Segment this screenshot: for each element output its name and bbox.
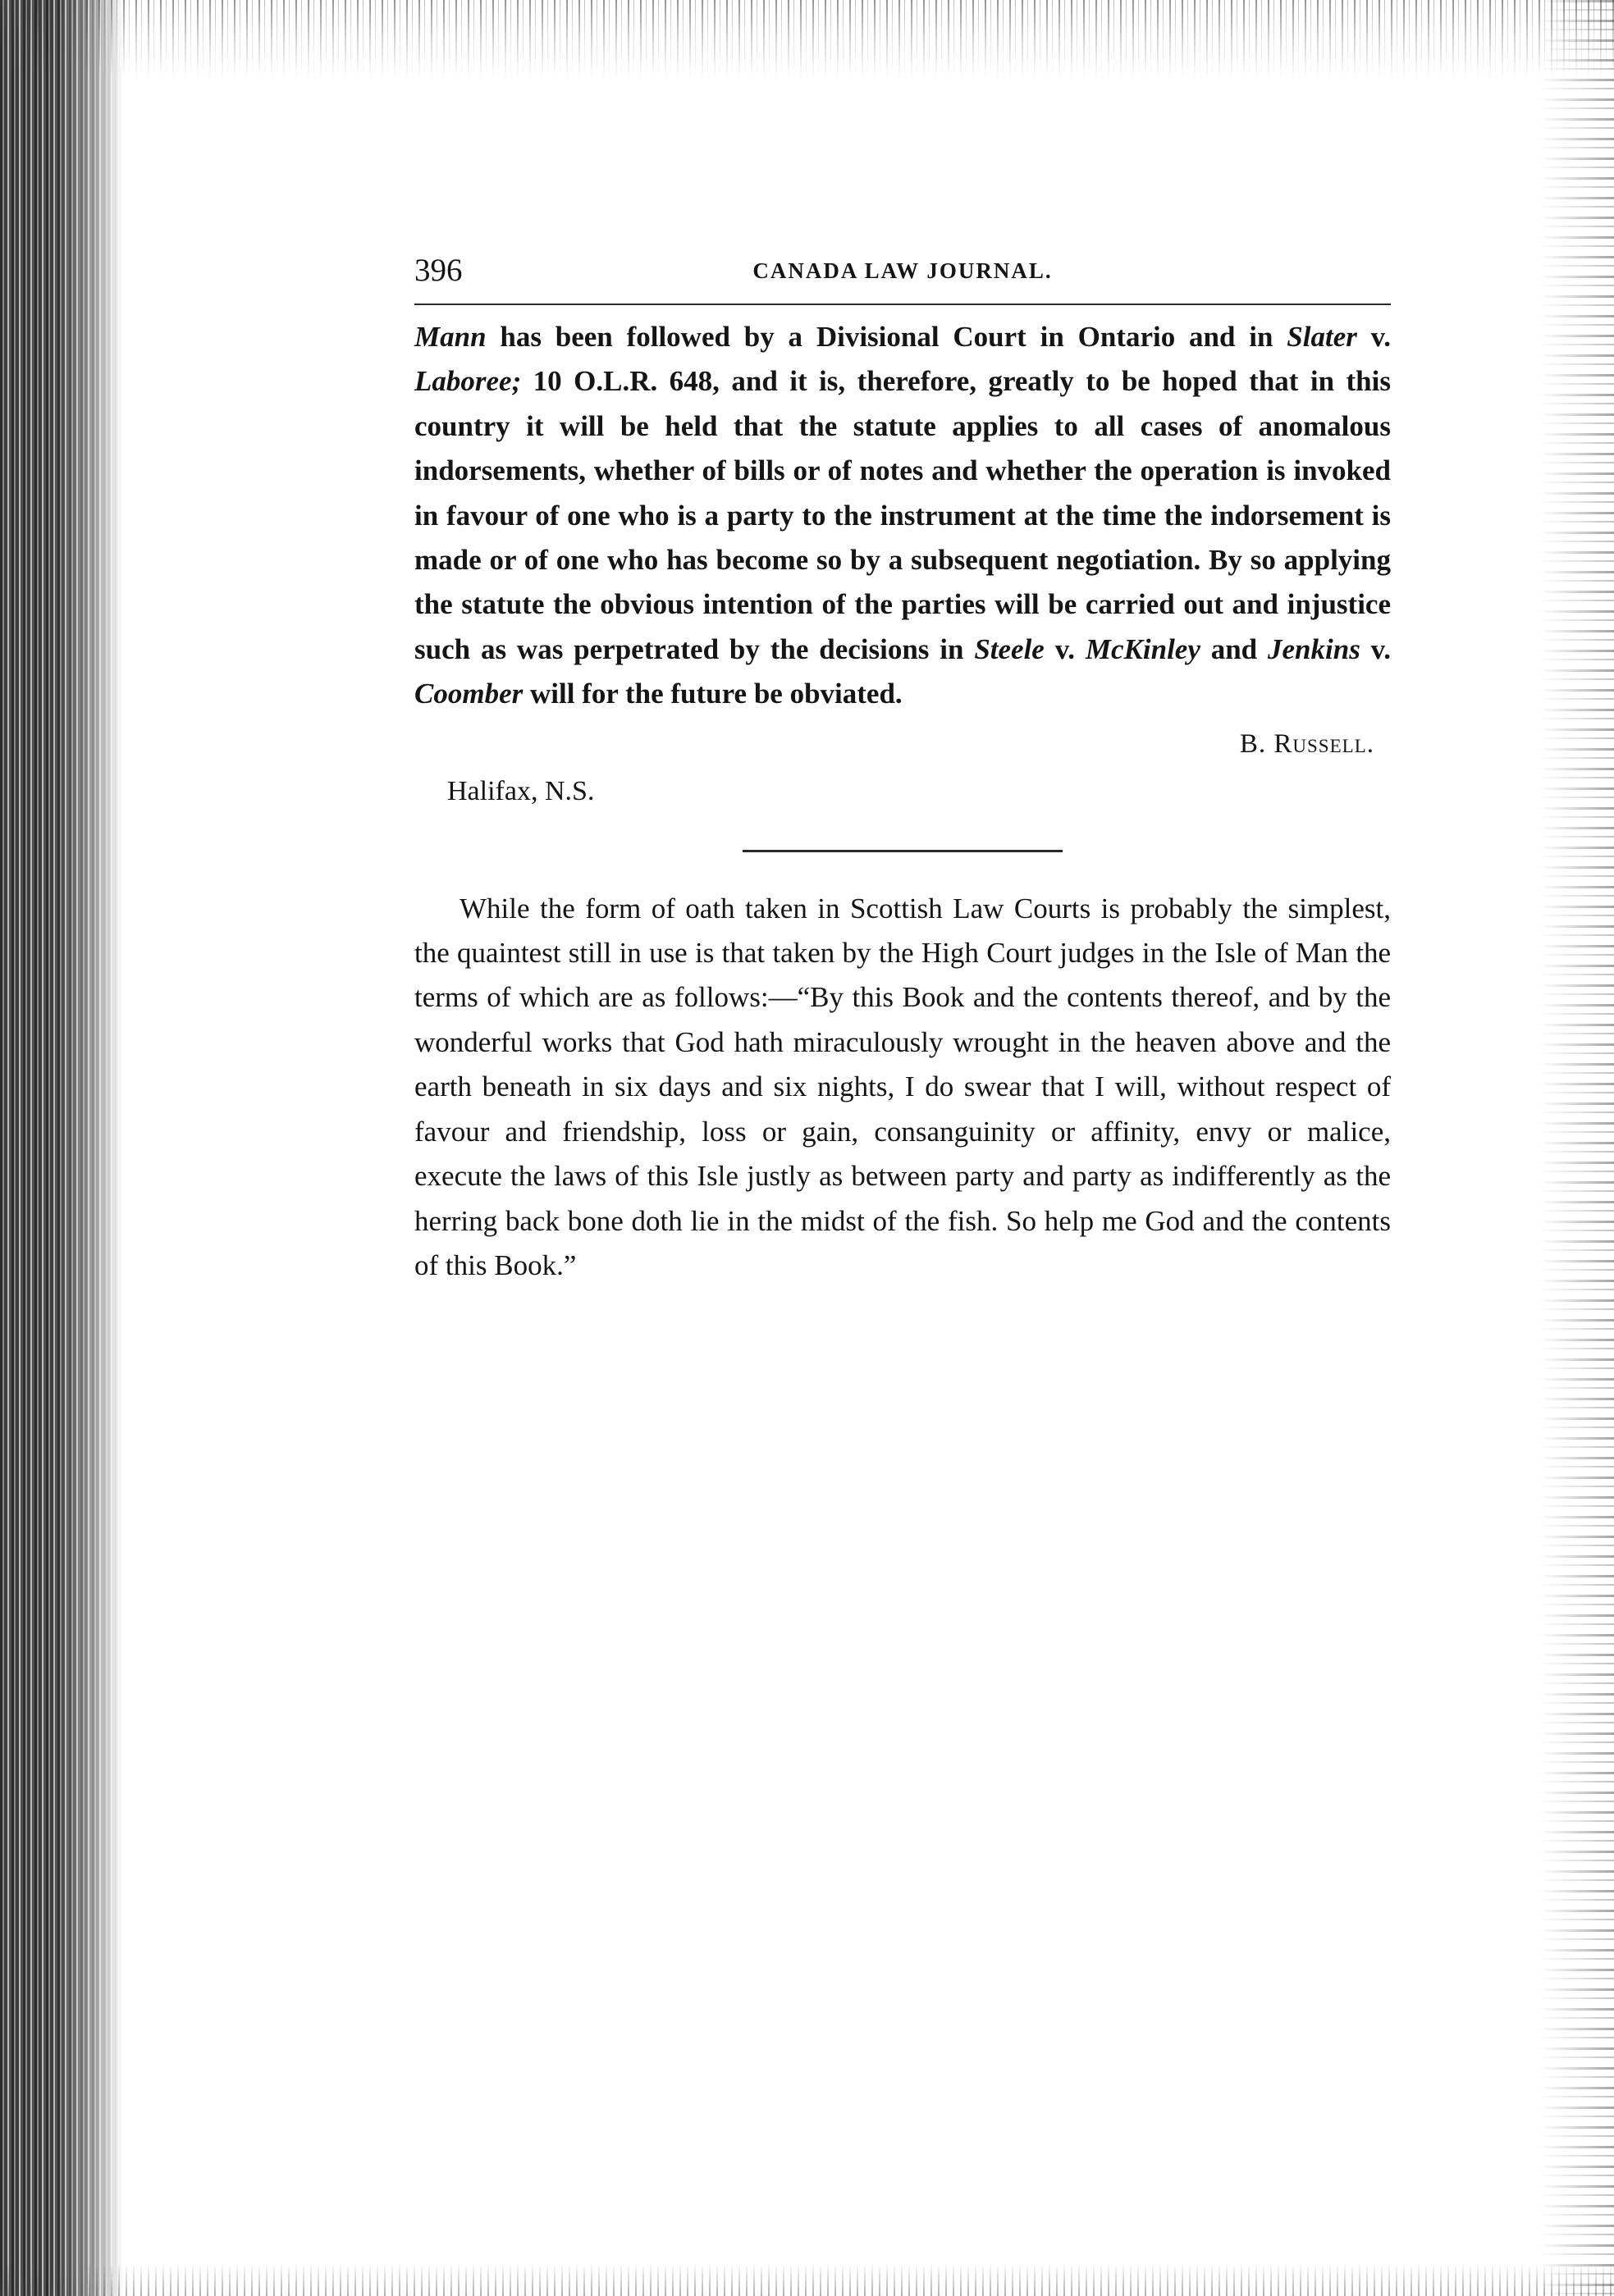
author-location: Halifax, N.S. — [447, 775, 595, 806]
running-head — [414, 246, 1391, 295]
case-name: Steele — [974, 632, 1045, 665]
body-text: 10 O.L.R. 648, and it is, therefore, greatly to be hoped that in this country it will be held that the statute applies to all cases of anomalous indorsements, whether of bills or of notes and whether the operation is invoked in favour of one who is a party to the instrument at the time the indorsement is made or of one who has become so by a subsequent negotiation. By so applying the statute the obvious intention of the parties will be carried out and injustice such as was perpetrated by the decisions in — [414, 365, 1391, 665]
body-text: v. — [1356, 321, 1391, 353]
body-text: v. — [1360, 632, 1391, 665]
author-signature: B. Russell. — [1239, 728, 1374, 759]
section-separator — [743, 850, 1063, 852]
header-rule — [414, 304, 1391, 305]
page-number: 396 — [414, 253, 463, 288]
scan-gutter-left — [0, 0, 123, 2296]
body-text: v. — [1044, 632, 1086, 665]
scan-edge-right — [1540, 0, 1614, 2296]
case-name: Coomber — [414, 678, 524, 710]
journal-title: CANADA LAW JOURNAL. — [752, 258, 1053, 283]
oath-note-paragraph: While the form of oath taken in Scottish Law Courts is probably the simplest, the quaintest still in use is that taken by the High Court judges in the Isle of Man the terms of which are as follows:—“By this Book and the contents thereof, and by the wonderful works that God hath miraculously wrought in the heaven above and the earth beneath in six days and six nights, I do swear that I will, without respect of favour and friendship, loss or gain, consanguinity or affinity, envy or malice, execute the laws of this Isle justly as between party and party as indifferently as the herring back bone doth lie in the midst of the fish. So help me God and the contents of this Book.” — [414, 892, 1391, 1281]
case-name: McKinley — [1085, 632, 1200, 665]
case-name: Laboree; — [414, 365, 522, 398]
case-name: Mann — [414, 321, 487, 353]
scan-edge-bottom — [0, 2263, 1614, 2296]
journal-page — [414, 246, 1391, 1288]
case-name: Slater — [1287, 321, 1357, 353]
article-closing-paragraph — [414, 315, 1391, 717]
body-text: will for the future be obviated. — [523, 678, 903, 710]
case-name: Jenkins — [1268, 632, 1360, 665]
body-text: has been followed by a Divisional Court in Ontario and in — [486, 321, 1287, 353]
scan-edge-top — [0, 0, 1614, 78]
body-text: and — [1200, 632, 1268, 665]
